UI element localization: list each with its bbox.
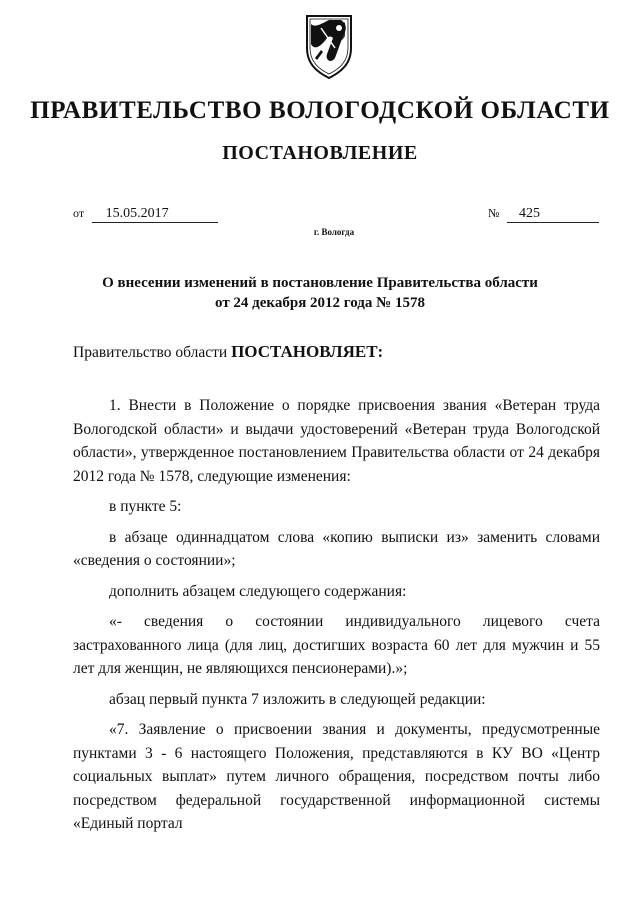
subject-line-1: О внесении изменений в постановление Правительства области <box>102 275 538 291</box>
date-prefix: от <box>73 206 85 220</box>
body-paragraph: в абзаце одиннадцатом слова «копию выписки из» заменить словами «сведения о состоянии»; <box>73 528 600 569</box>
body-paragraph: 1. Внести в Положение о порядке присвоения звания «Ветеран труда Вологодской области» и выдачи удостоверений «Ветеран труда Вологодской области», утвержденное постановлением Правительства области от 24 декабря 2012 года № 1578, следующие изменения: <box>73 397 600 485</box>
doc-type: ПОСТАНОВЛЕНИЕ <box>222 142 418 164</box>
decree-intro-text: Правительство области <box>73 344 228 361</box>
vologda-coat-of-arms-icon <box>301 14 357 80</box>
body-paragraph: в пункте 5: <box>109 498 182 515</box>
number-value: 425 <box>507 206 599 223</box>
number-prefix: № <box>488 206 500 220</box>
decree-intro-bold: ПОСТАНОВЛЯЕТ: <box>231 342 384 361</box>
org-title: ПРАВИТЕЛЬСТВО ВОЛОГОДСКОЙ ОБЛАСТИ <box>30 97 610 124</box>
subject-line-2: от 24 декабря 2012 года № 1578 <box>215 295 425 311</box>
document-subject <box>78 273 562 313</box>
body-paragraph: абзац первый пункта 7 изложить в следующей редакции: <box>109 690 486 708</box>
number-line <box>488 206 599 223</box>
body-paragraph: «- сведения о состоянии индивидуального лицевого счета застрахованного лица (для лиц, достигших возраста 60 лет для мужчин и 55 лет для женщин, не являющихся пенсионерами).»; <box>73 613 600 677</box>
body-paragraph: дополнить абзацем следующего содержания: <box>109 582 407 600</box>
city: г. Вологда <box>313 227 355 237</box>
decree-intro <box>73 342 383 362</box>
document-body <box>73 394 600 836</box>
date-value: 15.05.2017 <box>92 206 218 223</box>
date-line <box>73 206 218 223</box>
body-paragraph: «7. Заявление о присвоении звания и документы, предусмотренные пунктами 3 - 6 настоящего Положения, представляются в КУ ВО «Центр социальных выплат» путем личного обращения, посредством почты либо посредством федеральной государственной информационной системы «Единый портал <box>73 721 600 832</box>
